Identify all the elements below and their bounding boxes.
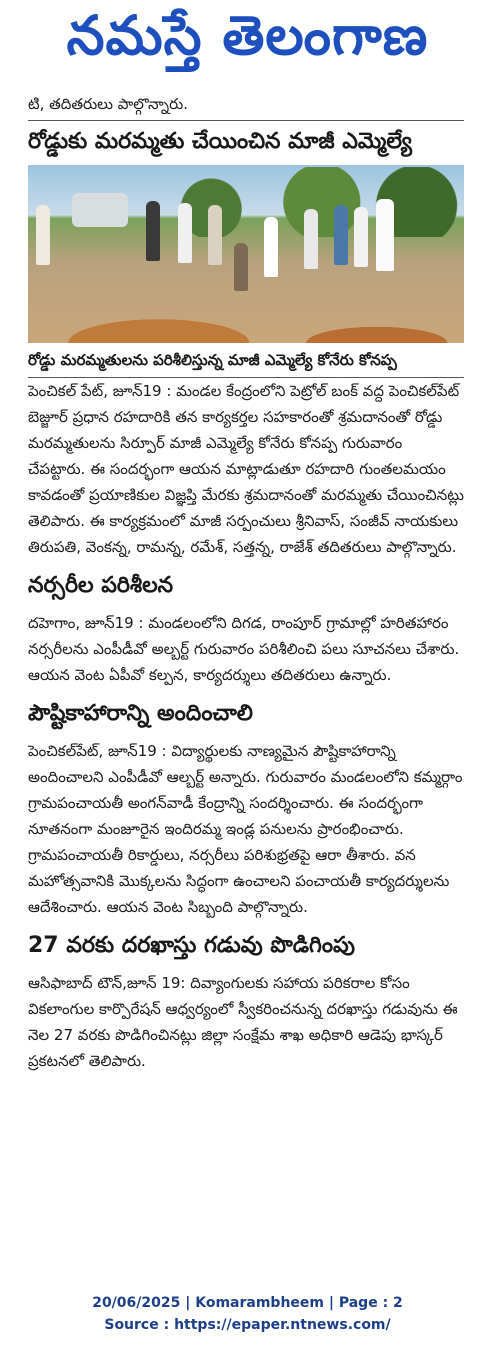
article-body-road-repair: పెంచికల్ పేట్, జూన్19 : మండల కేంద్రంలోని పెట్రోల్ బంక్ వద్ద పెంచికల్‌పేట్ బెజ్జూర్ ప్రధాన రహదారికి తన కార్యకర్తల సహకారంతో శ్రమదానంతో రోడ్డు మరమ్మతులను సిర్పూర్ మాజీ ఎమ్మెల్యే కోనేరు కోనప్ప గురువారం చేపట్టారు. ఈ సందర్భంగా ఆయన మాట్లాడుతూ రహదారి గుంతలమయం కావడంతో ప్రయాణికుల విజ్ఞప్తి మేరకు శ్రమదానంతో మరమ్మతు చేయించినట్లు తెలిపారు. ఈ కార్యక్రమంలో మాజీ సర్పంచులు శ్రీనివాస్, సంజీవ్ నాయకులు తిరుపతి, వెంకన్న, రామన్న, రమేశ్, సత్తన్న, రాజేశ్ తదితరులు పాల్గొన్నారు. — [28, 382, 464, 556]
headline-nutrition: పౌష్టికాహారాన్ని అందించాలి — [28, 701, 253, 726]
person — [354, 207, 368, 267]
person — [376, 199, 394, 271]
edition-info: 20/06/2025 | Komarambheem | Page : 2 — [92, 1295, 403, 1311]
photo-caption: రోడ్డు మరమ్మతులను పరిశీలిస్తున్న మాజీ ఎమ్మెల్యే కోనేరు కోనప్ప — [28, 351, 397, 369]
person — [36, 205, 50, 265]
road-repair-photo — [28, 165, 464, 343]
person — [264, 217, 278, 277]
person — [334, 205, 348, 265]
article-body-deadline: ఆసిఫాబాద్ టౌన్,జూన్ 19: దివ్యాంగులకు సహాయ పరికరాల కోసం వికలాంగుల కార్పొరేషన్ ఆధ్వర్యంలో స్వీకరించనున్న దరఖాస్తు గడువును ఈ నెల 27 వరకు పొడిగించినట్లు జిల్లా సంక్షేమ శాఖ అధికారి ఆడెపు భాస్కర్ ప్రకటనలో తెలిపారు. — [28, 974, 458, 1070]
article-body-nursery: దహెగాం, జూన్19 : మండలంలోని దిగడ, రాంపూర్ గ్రామాల్లో హరితహారం నర్సరీలను ఎంపీడీవో అల్బర్ట్ గురువారం పరిశీలించి పలు సూచనలు చేశారు. ఆయన వెంట ఏపీవో కల్పన, కార్యదర్శులు తదితరులు ఉన్నారు. — [28, 614, 460, 684]
person — [178, 203, 192, 263]
person — [304, 209, 318, 269]
newspaper-clipping — [28, 92, 464, 1274]
masthead — [0, 0, 495, 84]
newspaper-logo: నమస్తే తెలంగాణ — [66, 3, 429, 67]
footer — [0, 1292, 495, 1336]
person — [208, 205, 222, 265]
continued-text: టి, తదితరులు పాల్గొన్నారు. — [28, 95, 188, 113]
car — [72, 193, 128, 227]
person — [146, 201, 160, 261]
article-body-nutrition: పెంచికల్‌పేట్, జూన్19 : విద్యార్థులకు నాణ్యమైన పౌష్టికాహారాన్ని అందించాలని ఎంపీడీవో ఆల్బర్ట్ అన్నారు. గురువారం మండలంలోని కమ్మర్గాం గ్రామపంచాయతీ అంగన్‌వాడీ కేంద్రాన్ని సందర్శించారు. ఈ సందర్భంగా నూతనంగా మంజూరైన ఇందిరమ్మ ఇండ్ల పనులను ప్రారంభించారు. గ్రామపంచాయతీ రికార్డులు, నర్సరీలు పరిశుభ్రతపై ఆరా తీశారు. వన మహోత్సవానికి మొక్కలను సిద్ధంగా ఉంచాలని పంచాయతీ కార్యదర్శులను ఆదేశించారు. ఆయన వెంట సిబ్బంది పాల్గొన్నారు. — [28, 742, 463, 916]
source-link[interactable]: Source : https://epaper.ntnews.com/ — [104, 1317, 391, 1333]
divider — [28, 120, 464, 121]
headline-road-repair: రోడ్డుకు మరమ్మతు చేయించిన మాజీ ఎమ్మెల్యే — [28, 129, 413, 154]
person — [234, 243, 248, 291]
headline-nursery-inspection: నర్సరీల పరిశీలన — [28, 573, 174, 598]
headline-deadline-extension: 27 వరకు దరఖాస్తు గడువు పొడిగింపు — [28, 933, 355, 958]
